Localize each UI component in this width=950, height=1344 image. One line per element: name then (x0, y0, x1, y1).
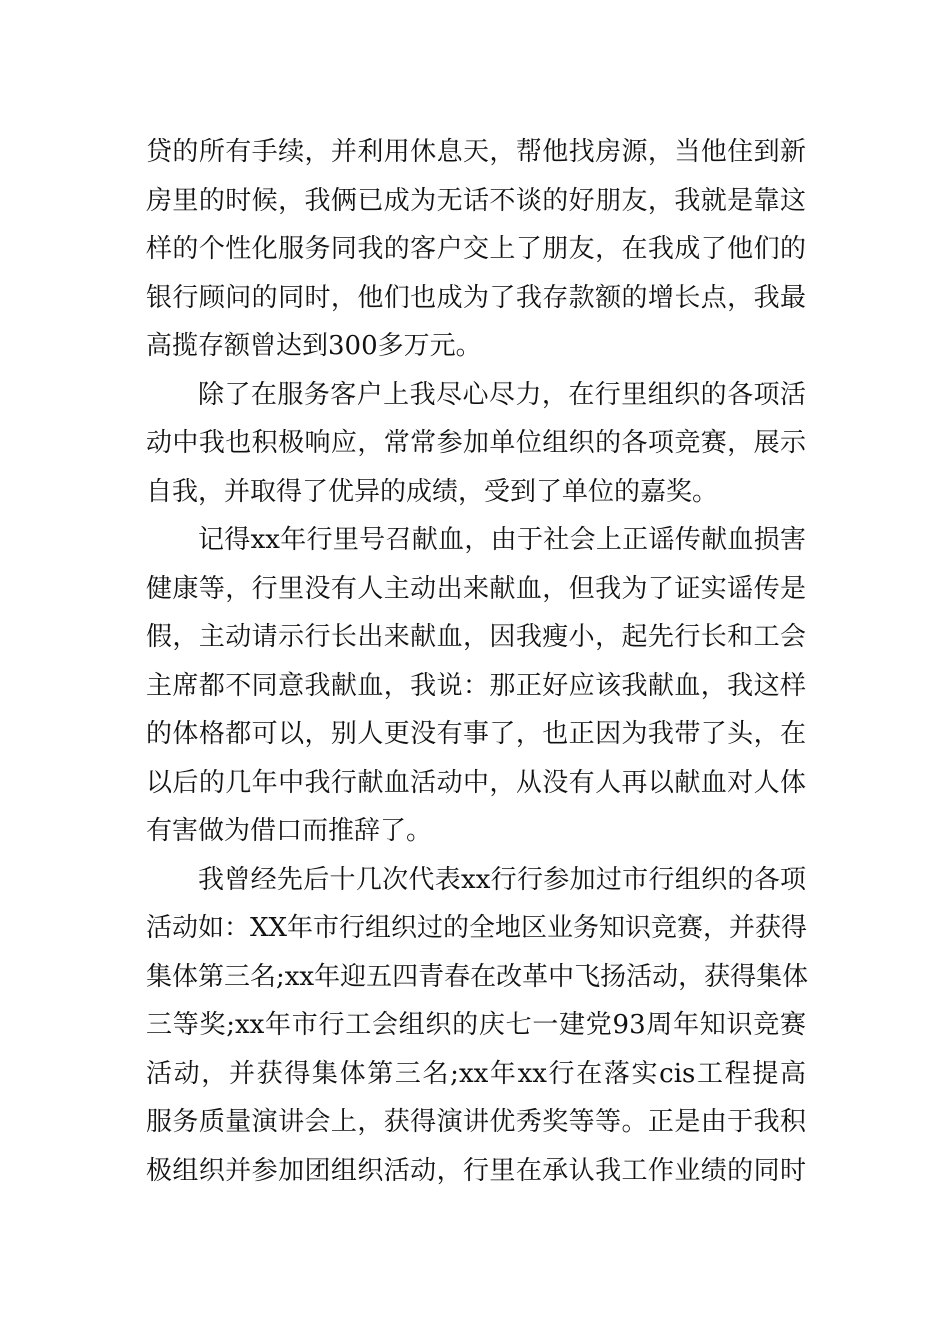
paragraph (146, 371, 806, 517)
paragraph (146, 516, 806, 856)
text-line: 银行顾问的同时，他们也成为了我存款额的增长点，我最 (146, 282, 806, 313)
paragraph (146, 128, 806, 371)
text-line: 集体第三名;xx年迎五四青春在改革中飞扬活动，获得集体 (146, 961, 809, 992)
text-line: 三等奖;xx年市行工会组织的庆七一建党93周年知识竞赛 (146, 1010, 806, 1040)
text-line: 以后的几年中我行献血活动中，从没有人再以献血对人体 (146, 767, 806, 798)
text-line: 贷的所有手续，并利用休息天，帮他找房源，当他住到新 (146, 137, 806, 167)
text-line: 健康等，行里没有人主动出来献血，但我为了证实谣传是 (146, 573, 806, 604)
text-line: 主席都不同意我献血，我说：那正好应该我献血，我这样 (146, 670, 806, 701)
text-line: 有害做为借口而推辞了。 (146, 816, 433, 846)
text-line: 除了在服务客户上我尽心尽力，在行里组织的各项活 (198, 379, 806, 410)
text-line: 的体格都可以，别人更没有事了，也正因为我带了头，在 (146, 719, 806, 749)
text-line: 动中我也积极响应，常常参加单位组织的各项竞赛，展示 (146, 428, 806, 458)
text-line: 服务质量演讲会上，获得演讲优秀奖等等。正是由于我积 (146, 1107, 806, 1137)
text-line: 高揽存额曾达到300多万元。 (146, 331, 482, 361)
text-line: 我曾经先后十几次代表xx行行参加过市行组织的各项 (198, 864, 806, 895)
text-line: 房里的时候，我俩已成为无话不谈的好朋友，我就是靠这 (146, 185, 806, 216)
text-line: 活动如：XX年市行组织过的全地区业务知识竞赛，并获得 (146, 913, 808, 943)
text-line: 记得xx年行里号召献血，由于社会上正谣传献血损害 (198, 525, 806, 555)
text-line: 假，主动请示行长出来献血，因我瘦小，起先行长和工会 (146, 622, 806, 652)
document-body (146, 128, 809, 1195)
text-line: 极组织并参加团组织活动，行里在承认我工作业绩的同时 (146, 1155, 806, 1186)
paragraph (146, 856, 809, 1196)
text-line: 样的个性化服务同我的客户交上了朋友，在我成了他们的 (146, 234, 806, 264)
text-line: 自我，并取得了优异的成绩，受到了单位的嘉奖。 (146, 476, 719, 507)
text-line: 活动，并获得集体第三名;xx年xx行在落实cis工程提高 (146, 1058, 806, 1089)
